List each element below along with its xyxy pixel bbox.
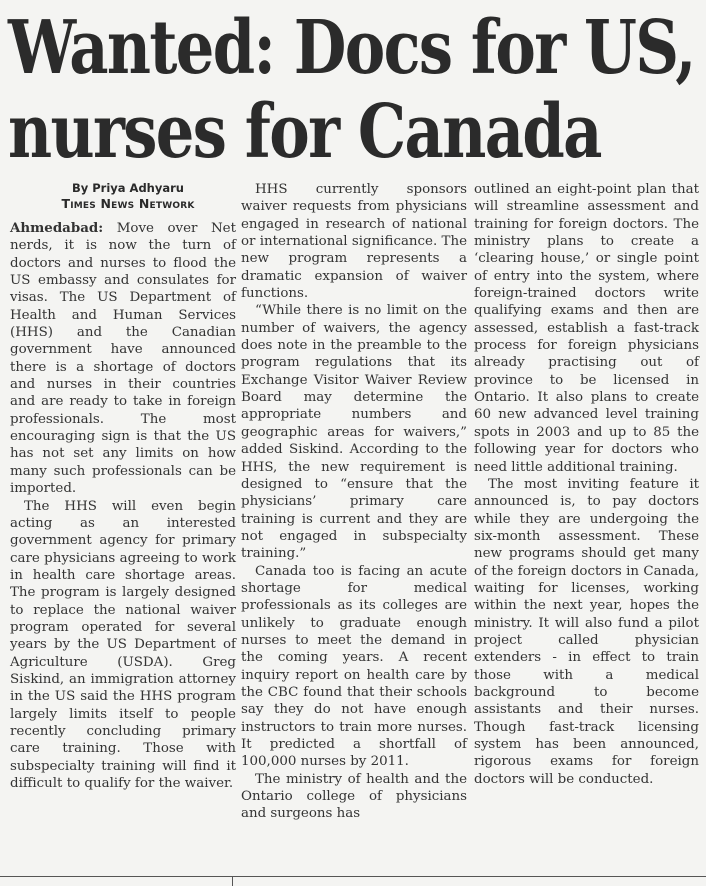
article-paragraph-3: HHS currently sponsors waiver requests from physicians engaged in research of national or international significance. The new program represents a dramatic expansion of waiver functions. [241,182,467,302]
article-paragraph-1 [10,220,236,498]
column-divider-tick [232,876,233,886]
headline-line-1: Wanted: Docs for US, [8,5,695,91]
article-paragraph-6-start: The ministry of health and the Ontario college of physicians and surgeons has [241,771,467,822]
headline-line-2: nurses for Canada [8,89,601,175]
article-paragraph-7: The most inviting feature it announced is, to pay doctors while they are undergoing the six-month assessment. These new programs should get many of the foreign doctors in Canada, waiting for licenses, working within the next year, hopes the ministry. It will also fund a pilot project called physician extenders - in effect to train those with a medical background to become assistants and their nurses. Though fast-track licensing system has been announced, rigorous exams for foreign doctors will be conducted. [474,476,699,787]
article-paragraph-5: Canada too is facing an acute shortage for medical professionals as its colleges are unlikely to graduate enough nurses to meet the demand in the coming years. A recent inquiry report on health care by the CBC found that their schools say they do not have enough instructors to train more nurses. It predicted a shortfall of 100,000 nurses by 2011. [241,563,467,770]
column-2 [241,181,467,823]
bottom-rule [0,876,706,877]
article-paragraph-4: “While there is no limit on the number of waivers, the agency does note in the preamble to the program regulations that its Exchange Visitor Waiver Review Board may determine the appropriate numbers and geographic areas for waivers,” added Siskind. According to the HHS, the new requirement is designed to “ensure that the physicians’ primary care training is current and they are not engaged in subspecialty training.” [241,303,467,562]
article-paragraph-6-continued: outlined an eight-point plan that will streamline assessment and training for foreign doctors. The ministry plans to create a ‘clearing house,’ or single point of entry into the system, where foreign-trained doctors write qualifying exams and then are assessed, establish a fast-track process for foreign physicians already practising out of province to be licensed in Ontario. It also plans to create 60 new advanced level training spots in 2003 and up to 85 the following year for doctors who need little additional training. [474,182,699,475]
column-3 [474,181,699,788]
byline-author: By Priya Adhyaru [71,181,184,195]
byline-organization: Times News Network [61,196,195,211]
paragraph-1-text: Move over Net nerds, it is now the turn of doctors and nurses to flood the US embassy and consulates for visas. The US Department of Health and Human Services (HHS) and the Canadian government have announced there is a shortage of doctors and nurses in their countries and are ready to take in foreign professionals. The most encouraging sign is that the US has not set any limits on how many such professionals can be imported. [10,221,236,497]
article-paragraph-2: The HHS will even begin acting as an interested government agency for primary care physicians agreeing to work in health care shortage areas. The program is largely designed to replace the national waiver program operated for several years by the US Department of Agriculture (USDA). Greg Siskind, an immigration attorney in the US said the HHS program largely limits itself to people recently concluding primary care training. Those with subspecialty training will find it difficult to qualify for the waiver. [10,498,236,791]
dateline: Ahmedabad: [10,220,104,236]
headline [8,5,695,175]
column-1 [10,180,236,792]
byline [10,180,236,212]
